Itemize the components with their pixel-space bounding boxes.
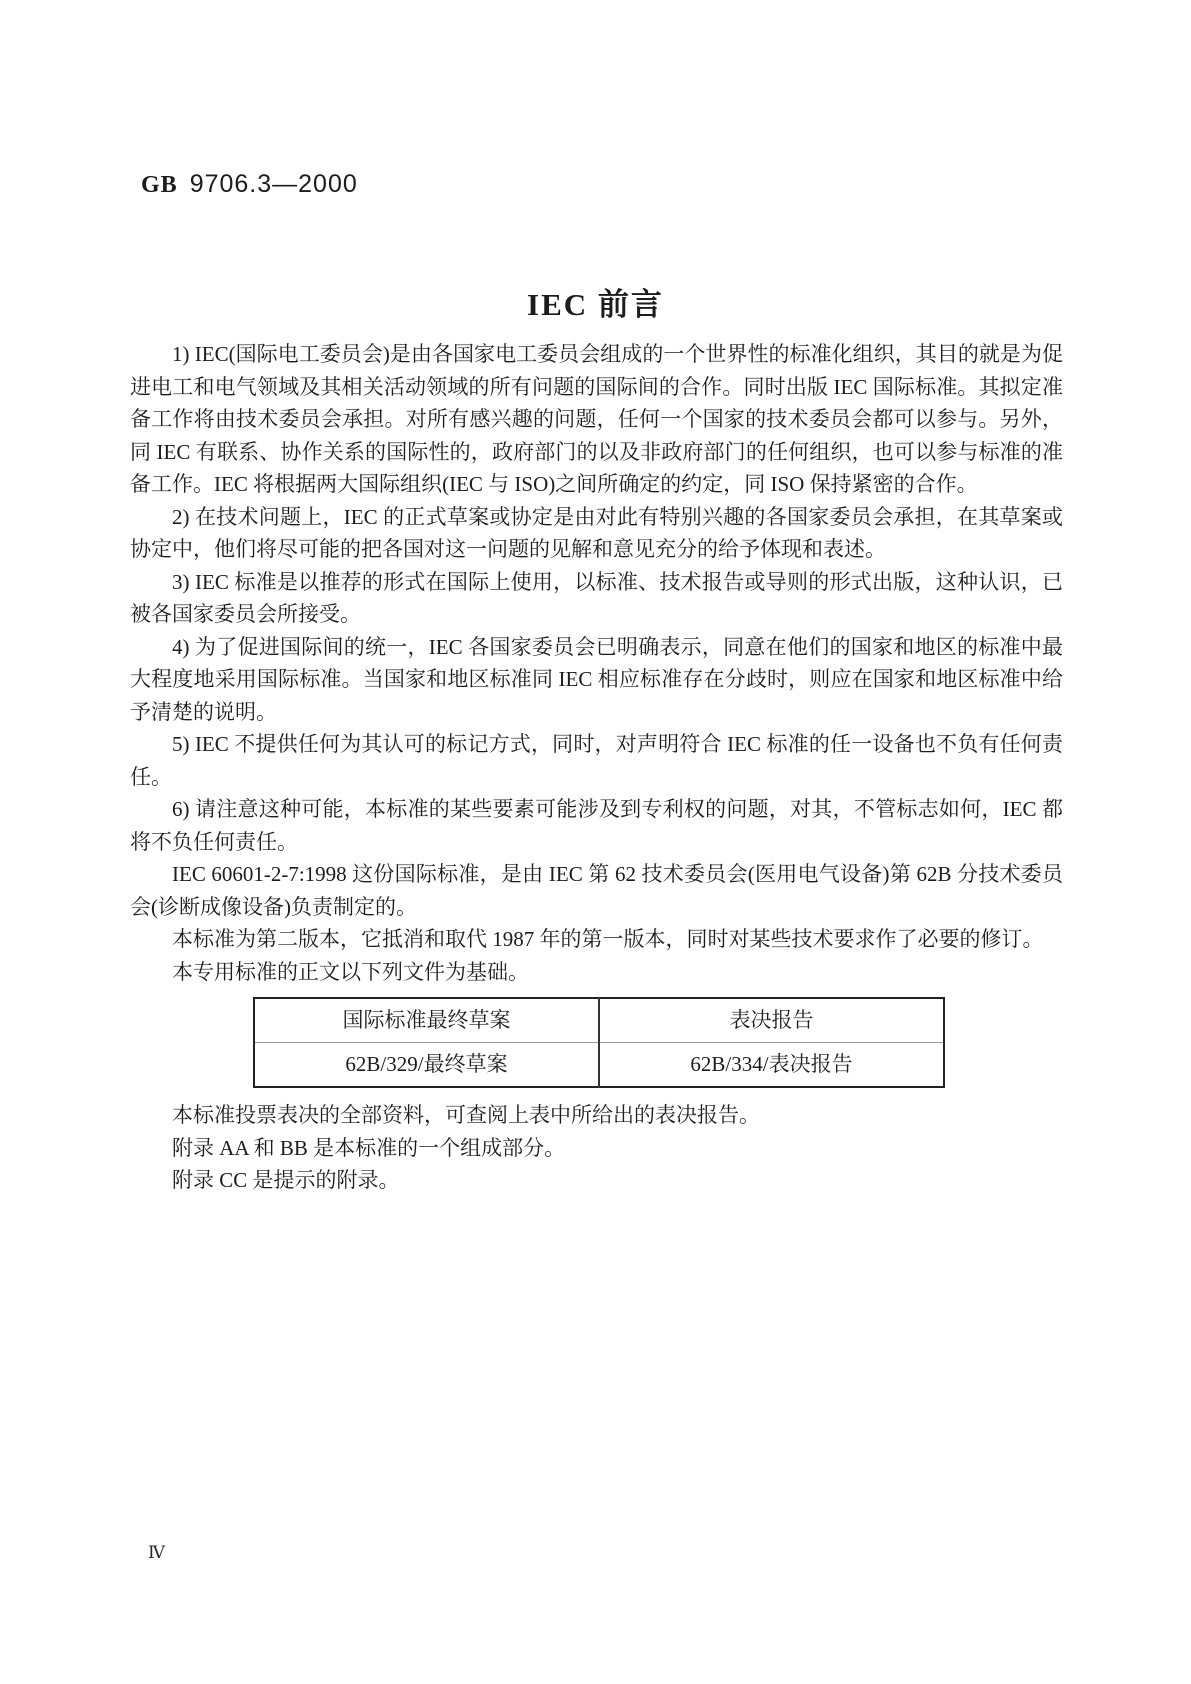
body-paragraph-2: 2) 在技术问题上，IEC 的正式草案或协定是由对此有特别兴趣的各国家委员会承担，在其草案或协定中，他们将尽可能的把各国对这一问题的见解和意见充分的给予体现和表述。 [130, 504, 1063, 561]
standard-code-number: 9706.3—2000 [189, 170, 358, 198]
body-paragraph-8: 本标准为第二版本，它抵消和取代 1987 年的第一版本，同时对某些技术要求作了必要的修订。 [172, 927, 1044, 951]
body-paragraph-9: 本专用标准的正文以下列文件为基础。 [172, 959, 529, 984]
body-paragraph-3: 3) IEC 标准是以推荐的形式在国际上使用，以标准、技术报告或导则的形式出版，这种认识，已被各国家委员会所接受。 [130, 569, 1063, 626]
footer-paragraph-2: 附录 AA 和 BB 是本标准的一个组成部分。 [172, 1135, 566, 1160]
footer-paragraph-1: 本标准投票表决的全部资料，可查阅上表中所给出的表决报告。 [172, 1103, 760, 1127]
body-paragraph-5: 5) IEC 不提供任何为其认可的标记方式，同时，对声明符合 IEC 标准的任一设备也不负有任何责任。 [130, 732, 1063, 789]
standard-code [141, 170, 358, 199]
table-header-rvd: 表决报告 [599, 998, 944, 1043]
page-number: Ⅳ [148, 1543, 165, 1562]
basis-documents-table [253, 997, 945, 1088]
table-header-row [254, 998, 944, 1043]
table-cell-rvd: 62B/334/表决报告 [599, 1043, 944, 1088]
footer-paragraph-3: 附录 CC 是提示的附录。 [172, 1168, 400, 1192]
body-paragraph-7: IEC 60601-2-7:1998 这份国际标准，是由 IEC 第 62 技术委员会(医用电气设备)第 62B 分技术委员会(诊断成像设备)负责制定的。 [130, 862, 1063, 919]
body-paragraph-6: 6) 请注意这种可能，本标准的某些要素可能涉及到专利权的问题，对其，不管标志如何，IEC 都将不负任何责任。 [130, 797, 1063, 854]
table-header-fdis: 国际标准最终草案 [254, 998, 599, 1043]
table-cell-fdis: 62B/329/最终草案 [345, 1052, 508, 1077]
page-title: IEC 前言 [527, 286, 664, 322]
standard-code-prefix: GB [141, 172, 178, 198]
document-body [130, 338, 1063, 1197]
table-row [254, 1043, 944, 1088]
body-paragraph-1: 1) IEC(国际电工委员会)是由各国家电工委员会组成的一个世界性的标准化组织，其目的就是为促进电工和电气领域及其相关活动领域的所有问题的国际间的合作。同时出版 IEC 国际标准。其拟定准备工作将由技术委员会承担。对所有感兴趣的问题，任何一个国家的技术委员会都可以参与。另外，同 IEC 有联系、协作关系的国际性的，政府部门的以及非政府部门的任何组织，也可以参与标准的准备工作。IEC 将根据两大国际组织(IEC 与 ISO)之间所确定的约定，同 ISO 保持紧密的合作。 [130, 342, 1063, 496]
body-paragraph-4: 4) 为了促进国际间的统一，IEC 各国家委员会已明确表示，同意在他们的国家和地区的标准中最大程度地采用国际标准。当国家和地区标准同 IEC 相应标准存在分歧时，则应在国家和地区标准中给予清楚的说明。 [130, 634, 1063, 724]
